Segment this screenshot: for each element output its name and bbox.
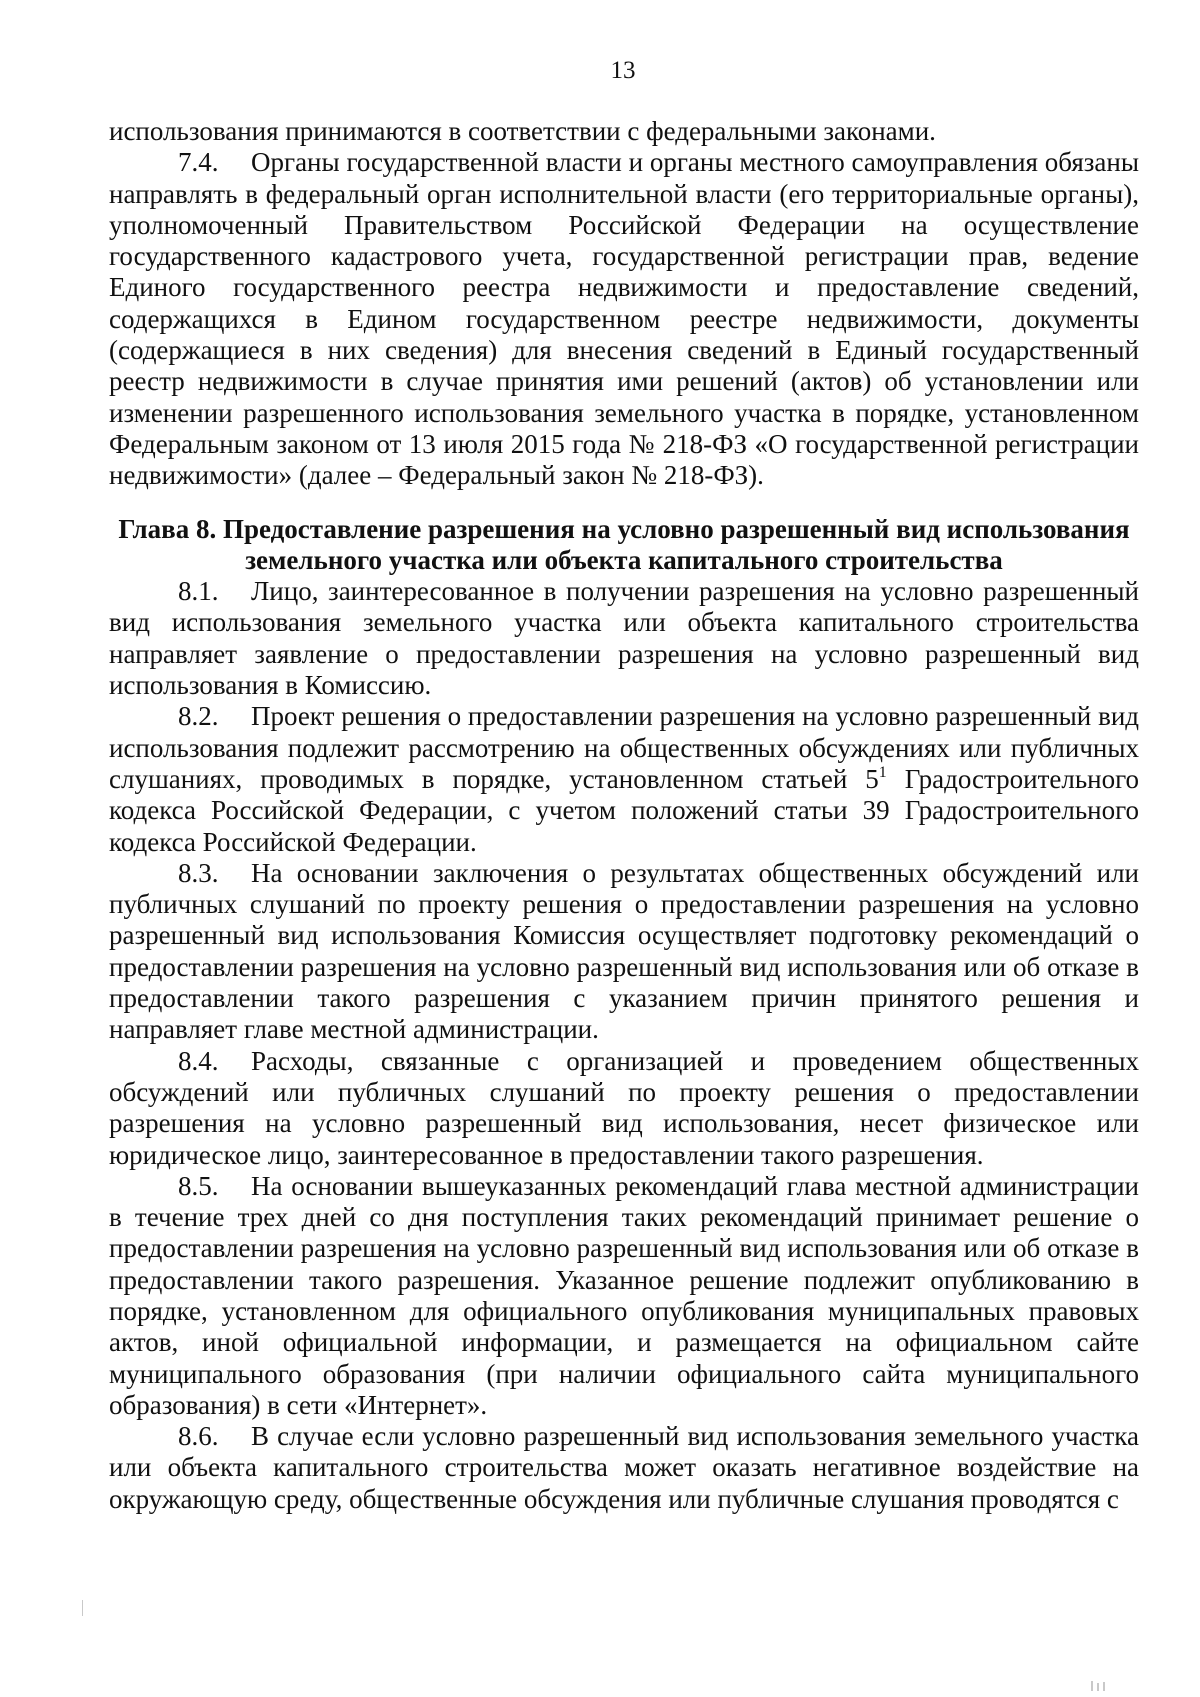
paragraph-8-3	[109, 858, 1139, 1046]
paragraph-number: 8.5.	[178, 1170, 219, 1201]
paragraph-number: 8.2.	[178, 701, 219, 732]
scan-artifact	[1091, 1681, 1093, 1691]
superscript: 1	[878, 763, 887, 781]
paragraph-8-4	[109, 1046, 1139, 1171]
paragraph-text: На основании вышеуказанных рекомендаций глава местной администрации в течение трех дней со дня поступления таких рекомендаций принимает решение о предоставлении разрешения на условно разрешенный вид использования или об отказе в предоставлении такого разрешения. Указанное решение подлежит опубликованию в порядке, установленном для официального опубликования муниципальных правовых актов, иной официальной информации, и размещается на официальном сайте муниципального образования (при наличии официального сайта муниципального образования) в сети «Интернет».	[109, 1170, 1139, 1420]
paragraph-number: 7.4.	[178, 147, 219, 178]
paragraph-text: Расходы, связанные с организацией и проведением общественных обсуждений или публичных слушаний по проекту решения о предоставлении разрешения на условно разрешенный вид использования, несет физическое или юридическое лицо, заинтересованное в предоставлении такого разрешения.	[109, 1045, 1139, 1170]
paragraph-number: 8.3.	[178, 857, 219, 888]
paragraph-text: Органы государственной власти и органы местного самоуправления обязаны направлять в федеральный орган исполнительной власти (его территориальные органы), уполномоченный Правительством Российской Федерации на осуществление государственного кадастрового учета, государственной регистрации прав, ведение Единого государственного реестра недвижимости и предоставление сведений, содержащихся в Едином государственном реестре недвижимости, документы (содержащиеся в них сведения) для внесения сведений в Единый государственный реестр недвижимости в случае принятия ими решений (актов) об установлении или изменении разрешенного использования земельного участка в порядке, установленном Федеральным законом от 13 июля 2015 года № 218-ФЗ «О государственной регистрации недвижимости» (далее – Федеральный закон № 218-ФЗ).	[109, 147, 1139, 491]
paragraph-8-1	[109, 576, 1139, 701]
paragraph-number: 8.1.	[178, 576, 219, 607]
scan-artifact	[1097, 1683, 1099, 1691]
paragraph-8-2	[109, 701, 1139, 857]
paragraph-text: На основании заключения о результатах общественных обсуждений или публичных слушаний по проекту решения о предоставлении разрешения на условно разрешенный вид использования Комиссия осуществляет подготовку рекомендаций о предоставлении разрешения на условно разрешенный вид использования или об отказе в предоставлении такого разрешения с указанием причин принятого решения и направляет главе местной администрации.	[109, 857, 1139, 1045]
scan-artifact	[82, 1600, 83, 1616]
chapter-8-heading: Глава 8. Предоставление разрешения на условно разрешенный вид использования земельного участка или объекта капитального строительства	[118, 513, 1130, 575]
paragraph-7-4	[109, 147, 1139, 491]
paragraph-text: Проект решения о предоставлении разрешения на условно разрешенный вид использования подлежит рассмотрению на общественных обсуждениях или публичных слушаниях, проводимых в порядке, установленном статьей 5	[109, 701, 1139, 794]
paragraph-number: 8.6.	[178, 1421, 219, 1452]
paragraph-continuation	[109, 116, 1139, 147]
paragraph-text-continued: Градостроительного кодекса Российской Федерации, с учетом положений статьи 39 Градостроительного кодекса Российской Федерации.	[109, 763, 1140, 857]
paragraph-8-5	[109, 1171, 1139, 1421]
paragraph-text: использования принимаются в соответствии с федеральными законами.	[109, 116, 936, 146]
document-body	[109, 116, 1139, 1515]
page-number: 13	[610, 57, 636, 84]
paragraph-number: 8.4.	[178, 1045, 219, 1076]
paragraph-8-6	[109, 1421, 1139, 1515]
paragraph-text: В случае если условно разрешенный вид использования земельного участка или объекта капитального строительства может оказать негативное воздействие на окружающую среду, общественные обсуждения или публичные слушания проводятся с	[109, 1421, 1139, 1514]
scan-artifact	[1103, 1682, 1105, 1691]
paragraph-text: Лицо, заинтересованное в получении разрешения на условно разрешенный вид использования земельного участка или объекта капитального строительства направляет заявление о предоставлении разрешения на условно разрешенный вид использования в Комиссию.	[109, 576, 1139, 701]
